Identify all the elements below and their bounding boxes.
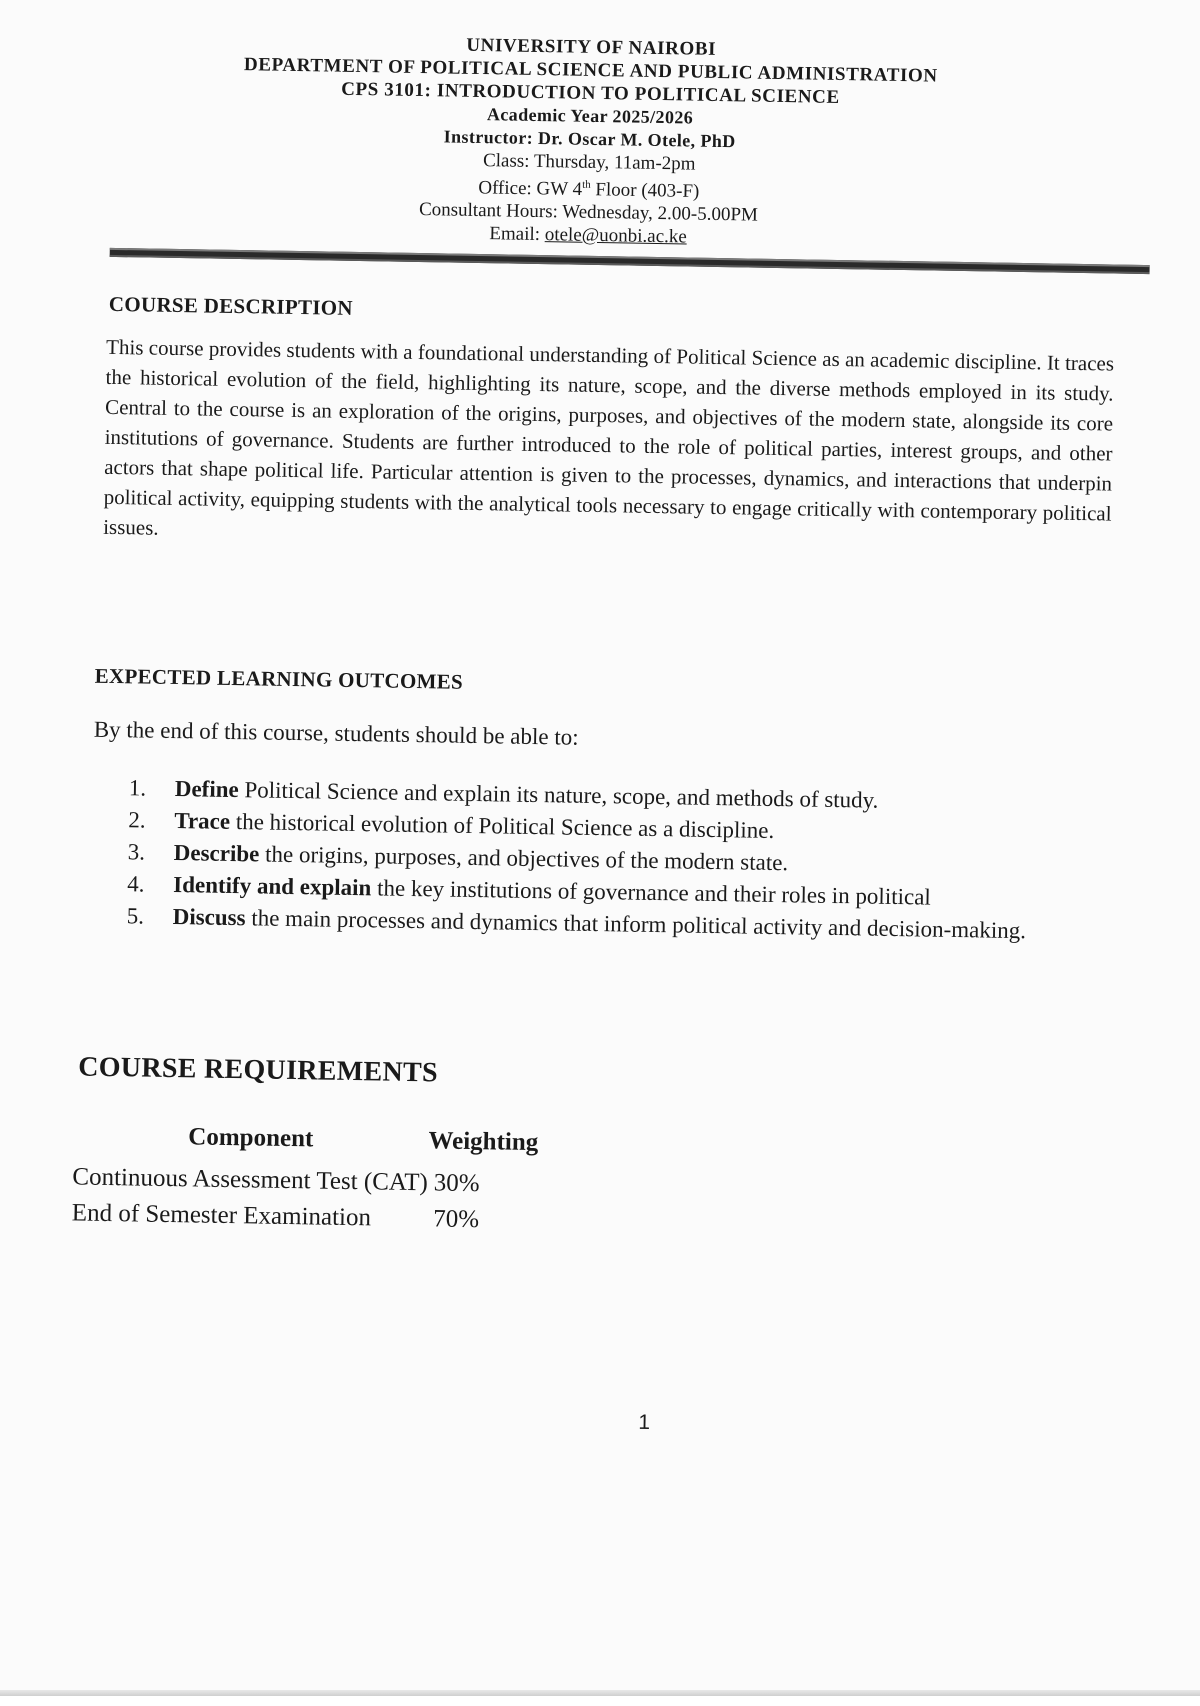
outcome-verb: Define <box>174 776 239 803</box>
page-number: 1 <box>638 1410 651 1435</box>
outcome-verb: Trace <box>174 808 231 834</box>
instructor: Instructor: Dr. Oscar M. Otele, PhD <box>443 126 736 152</box>
university-name: UNIVERSITY OF NAIROBI <box>466 34 717 60</box>
outcome-text: the main processes and dynamics that inform political activity and decision-making. <box>245 905 1027 944</box>
learning-outcomes-intro: By the end of this course, students should be able to: <box>93 716 579 750</box>
outcome-number: 4. <box>127 871 145 897</box>
learning-outcomes-heading: EXPECTED LEARNING OUTCOMES <box>94 663 464 694</box>
course-requirements-heading: COURSE REQUIREMENTS <box>77 1051 439 1089</box>
outcome-verb: Identify and explain <box>173 872 372 901</box>
column-header-weighting: Weighting <box>428 1127 539 1157</box>
course-description-text: This course provides students with a foundational understanding of Political Science as an academic discipline. It traces the historical evolution of the field, highlighting its nature, scope, and the diverse methods employed in its study. Central to the course is an exploration of the origins, purposes, and objectives of the modern state, alongside its core institutions of governance. Students are further introduced to the role of political parties, interest groups, and other actors that shape political life. Particular attention is given to the processes, dynamics, and interactions that underpin political activity, equipping students with the analytical tools necessary to engage critically with contemporary political issues. <box>102 334 1115 540</box>
outcome-verb: Discuss <box>172 904 246 931</box>
document-header <box>148 29 1031 255</box>
column-header-component: Component <box>188 1123 314 1153</box>
outcome-number: 3. <box>127 839 146 865</box>
office-suffix: Floor (403-F) <box>590 179 700 202</box>
department-name: DEPARTMENT OF POLITICAL SCIENCE AND PUBLIC ADMINISTRATION <box>243 54 938 87</box>
component-cell: Continuous Assessment Test (CAT) <box>72 1163 429 1197</box>
course-requirements-table <box>72 1121 539 1239</box>
academic-year: Academic Year 2025/2026 <box>486 104 694 128</box>
outcome-number: 2. <box>128 807 146 833</box>
outcome-text: the origins, purposes, and objectives of the modern state. <box>259 841 789 876</box>
outcome-text: the key institutions of governance and their roles in political <box>371 875 932 910</box>
outcome-text: the historical evolution of Political Science as a discipline. <box>229 808 775 843</box>
email-label: Email: <box>489 223 545 246</box>
page-bottom-edge <box>0 1690 1200 1696</box>
outcome-text: Political Science and explain its nature, scope, and methods of study. <box>238 777 879 813</box>
outcome-verb: Describe <box>173 840 260 867</box>
email-link[interactable]: otele@uonbi.ac.ke <box>544 224 687 248</box>
learning-outcomes-list <box>126 772 1089 948</box>
office-prefix: Office: GW 4 <box>478 177 583 201</box>
office-floor-suffix: th <box>582 178 591 191</box>
consultant-hours: Consultant Hours: Wednesday, 2.00-5.00PM <box>418 199 759 226</box>
table-row <box>72 1195 538 1239</box>
course-title: CPS 3101: INTRODUCTION TO POLITICAL SCIENCE <box>340 78 840 108</box>
outcome-number: 5. <box>126 903 145 929</box>
component-cell: End of Semester Examination <box>71 1199 372 1232</box>
weighting-cell: 70% <box>432 1205 480 1234</box>
course-description-heading: COURSE DESCRIPTION <box>108 291 354 320</box>
weighting-cell: 30% <box>433 1169 480 1198</box>
outcome-number: 1. <box>128 775 147 801</box>
class-time: Class: Thursday, 11am-2pm <box>482 150 696 175</box>
